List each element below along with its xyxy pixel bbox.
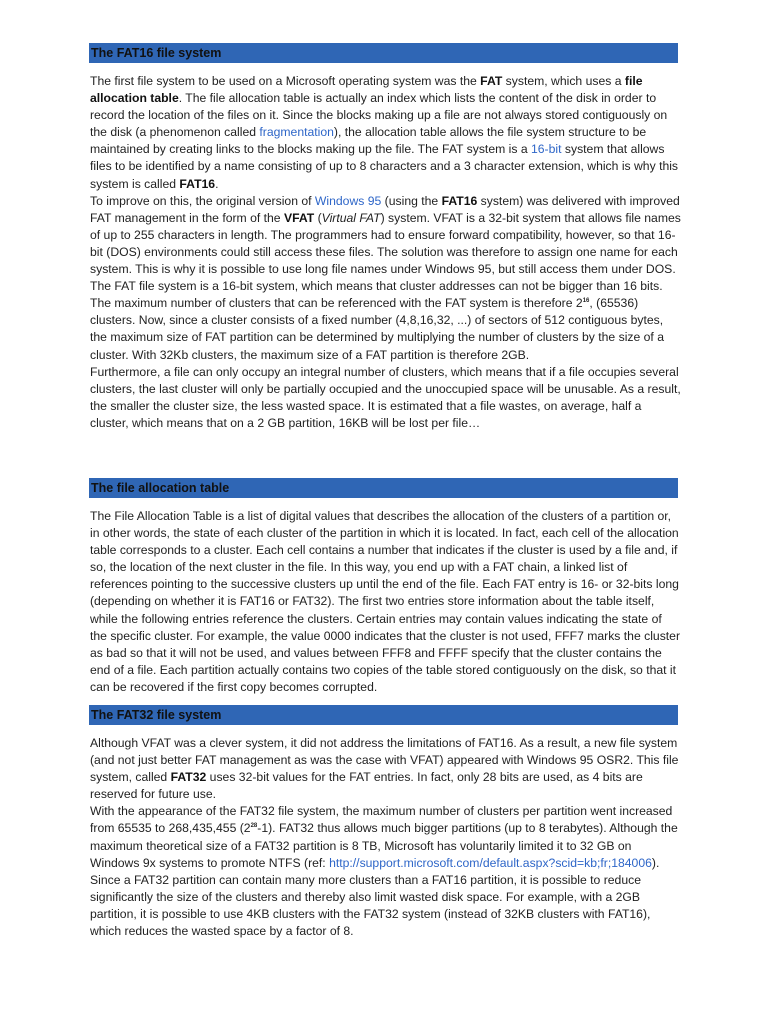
superscript: 16 [582,298,590,305]
paragraph [90,278,682,363]
text: ), the allocation table allows the file system structure to be maintained by creating links to the blocks making up the file. The FAT system is a [90,125,647,157]
text: . [215,176,219,191]
paragraph [90,735,682,803]
italic-text: Virtual FAT [321,210,381,225]
text: With the appearance of the FAT32 file system, the maximum number of clusters per partition went increased from 65535 to 268,435,455 (2 [90,804,673,836]
text: (using the [381,193,442,208]
text: The first file system to be used on a Microsoft operating system was the [90,74,481,88]
bold-text: FAT16 [179,176,216,191]
text: uses 32-bit values for the FAT entries. In fact, only 28 bits are used, as 4 bits are reserved for future use. [90,770,643,802]
text: -1). FAT32 thus allows much bigger partitions (up to 8 terabytes). Although the maximum theoretical size of a FAT32 partition is 8 TB, Microsoft has voluntarily limited it to 32 GB on Windows 9x systems to promote NTFS (ref: [90,821,678,870]
bold-text: FAT32 [170,770,207,785]
text: system) was delivered with improved FAT management in the form of the [90,193,680,225]
text: The File Allocation Table is a list of digital values that describes the allocation of the clusters of a partition or, in other words, the state of each cluster of the partition in which it is located. In fact, each cell of the allocation table corresponds to a cluster. Each cell contains a number that indicates if the cluster is used by a file and, if so, the location of the next cluster in the file. In this way, you end up with a FAT chain, a linked list of references pointing to the successive clusters up until the end of the file. Each FAT entry is 16- or 32-bits long (depending on whether it is FAT16 or FAT32). The first two entries store information about the table itself, while the following entries reference the clusters. Certain entries may contain values indicating the state of the specific cluster. For example, the value 0000 indicates that the cluster is not used, FFF7 marks the cluster as bad so that it will not be used, and values between FFF8 and FFFF specify that the cluster contains the end of a file. Each partition actually contains two copies of the table stored contiguously on the disk, so that it can be recovered if the first copy becomes corrupted. [90,509,681,694]
paragraph [90,73,682,193]
paragraph [90,364,682,432]
text: To improve on this, the original version of [90,193,315,208]
section-body-fat16 [90,73,682,432]
text: ( [314,210,322,225]
text: , (65536) clusters. Now, since a cluster consists of a fixed number (4,8,16,32, ...) of sectors of 512 contiguous bytes, the maximum size of FAT partition can be determined by multiplying the number of clusters by the size of a cluster. With 32Kb clusters, the maximum size of a FAT partition is therefore 2GB. [90,296,664,362]
text: system, which uses a [502,74,625,88]
bold-text: file allocation table [90,74,643,106]
section-body-file-allocation-table [90,508,682,696]
section-heading-fat16: The FAT16 file system [89,43,678,63]
section-heading-file-allocation-table: The file allocation table [89,478,678,498]
paragraph [90,803,682,940]
bold-text: FAT16 [441,193,478,208]
section-heading-fat32: The FAT32 file system [89,705,678,725]
16-bit-link[interactable]: 16-bit [531,142,562,157]
paragraph [90,193,682,278]
windows-95-link[interactable]: Windows 95 [314,193,382,208]
text: system that allows files to be identified by a name consisting of up to 8 characters and a 3 character extension, which is why this system is called [90,142,679,191]
section-body-fat32 [90,735,682,940]
bold-text: FAT [480,74,503,88]
text: . The file allocation table is actually an index which lists the content of the disk in order to record the location of the files on it. Since the blocks making up a file are not always stored contiguously on the disk (a phenomenon called [90,91,668,140]
text: Furthermore, a file can only occupy an integral number of clusters, which means that if a file occupies several clusters, the last cluster will only be partially occupied and the unoccupied space will be unusable. As a result, the smaller the cluster size, the less wasted space. It is estimated that a file wastes, on average, half a cluster, which means that on a 2 GB partition, 16KB will be lost per file… [90,364,681,430]
paragraph [90,508,682,696]
superscript: 28 [250,823,258,830]
text: ). Since a FAT32 partition can contain many more clusters than a FAT16 partition, it is possible to reduce significantly the size of the clusters and thereby also limit wasted disk space. For example, with a 2GB partition, it is possible to use 4KB clusters with the FAT32 system (instead of 32KB clusters with FAT16), which reduces the wasted space by a factor of 8. [90,855,660,939]
fragmentation-link[interactable]: fragmentation [259,125,334,140]
text: Although VFAT was a clever system, it did not address the limitations of FAT16. As a result, a new file system (and not just better FAT management as was the case with VFAT) appeared with Windows 95 OSR2. This file system, called [90,736,679,785]
microsoft-support-link[interactable]: http://support.microsoft.com/default.aspx?scid=kb;fr;184006 [329,855,652,870]
text: ) system. VFAT is a 32-bit system that allows file names of up to 255 characters in length. The programmers had to ensure forward compatibility, however, so that 16-bit (DOS) environments could still access these files. The solution was therefore to assign one name for each system. This is why it is possible to use long file names under Windows 95, but still access them under DOS. [90,210,681,277]
text: The FAT file system is a 16-bit system, which means that cluster addresses can not be bigger than 16 bits. The maximum number of clusters that can be referenced with the FAT system is therefore 2 [90,279,663,311]
bold-text: VFAT [283,210,315,225]
